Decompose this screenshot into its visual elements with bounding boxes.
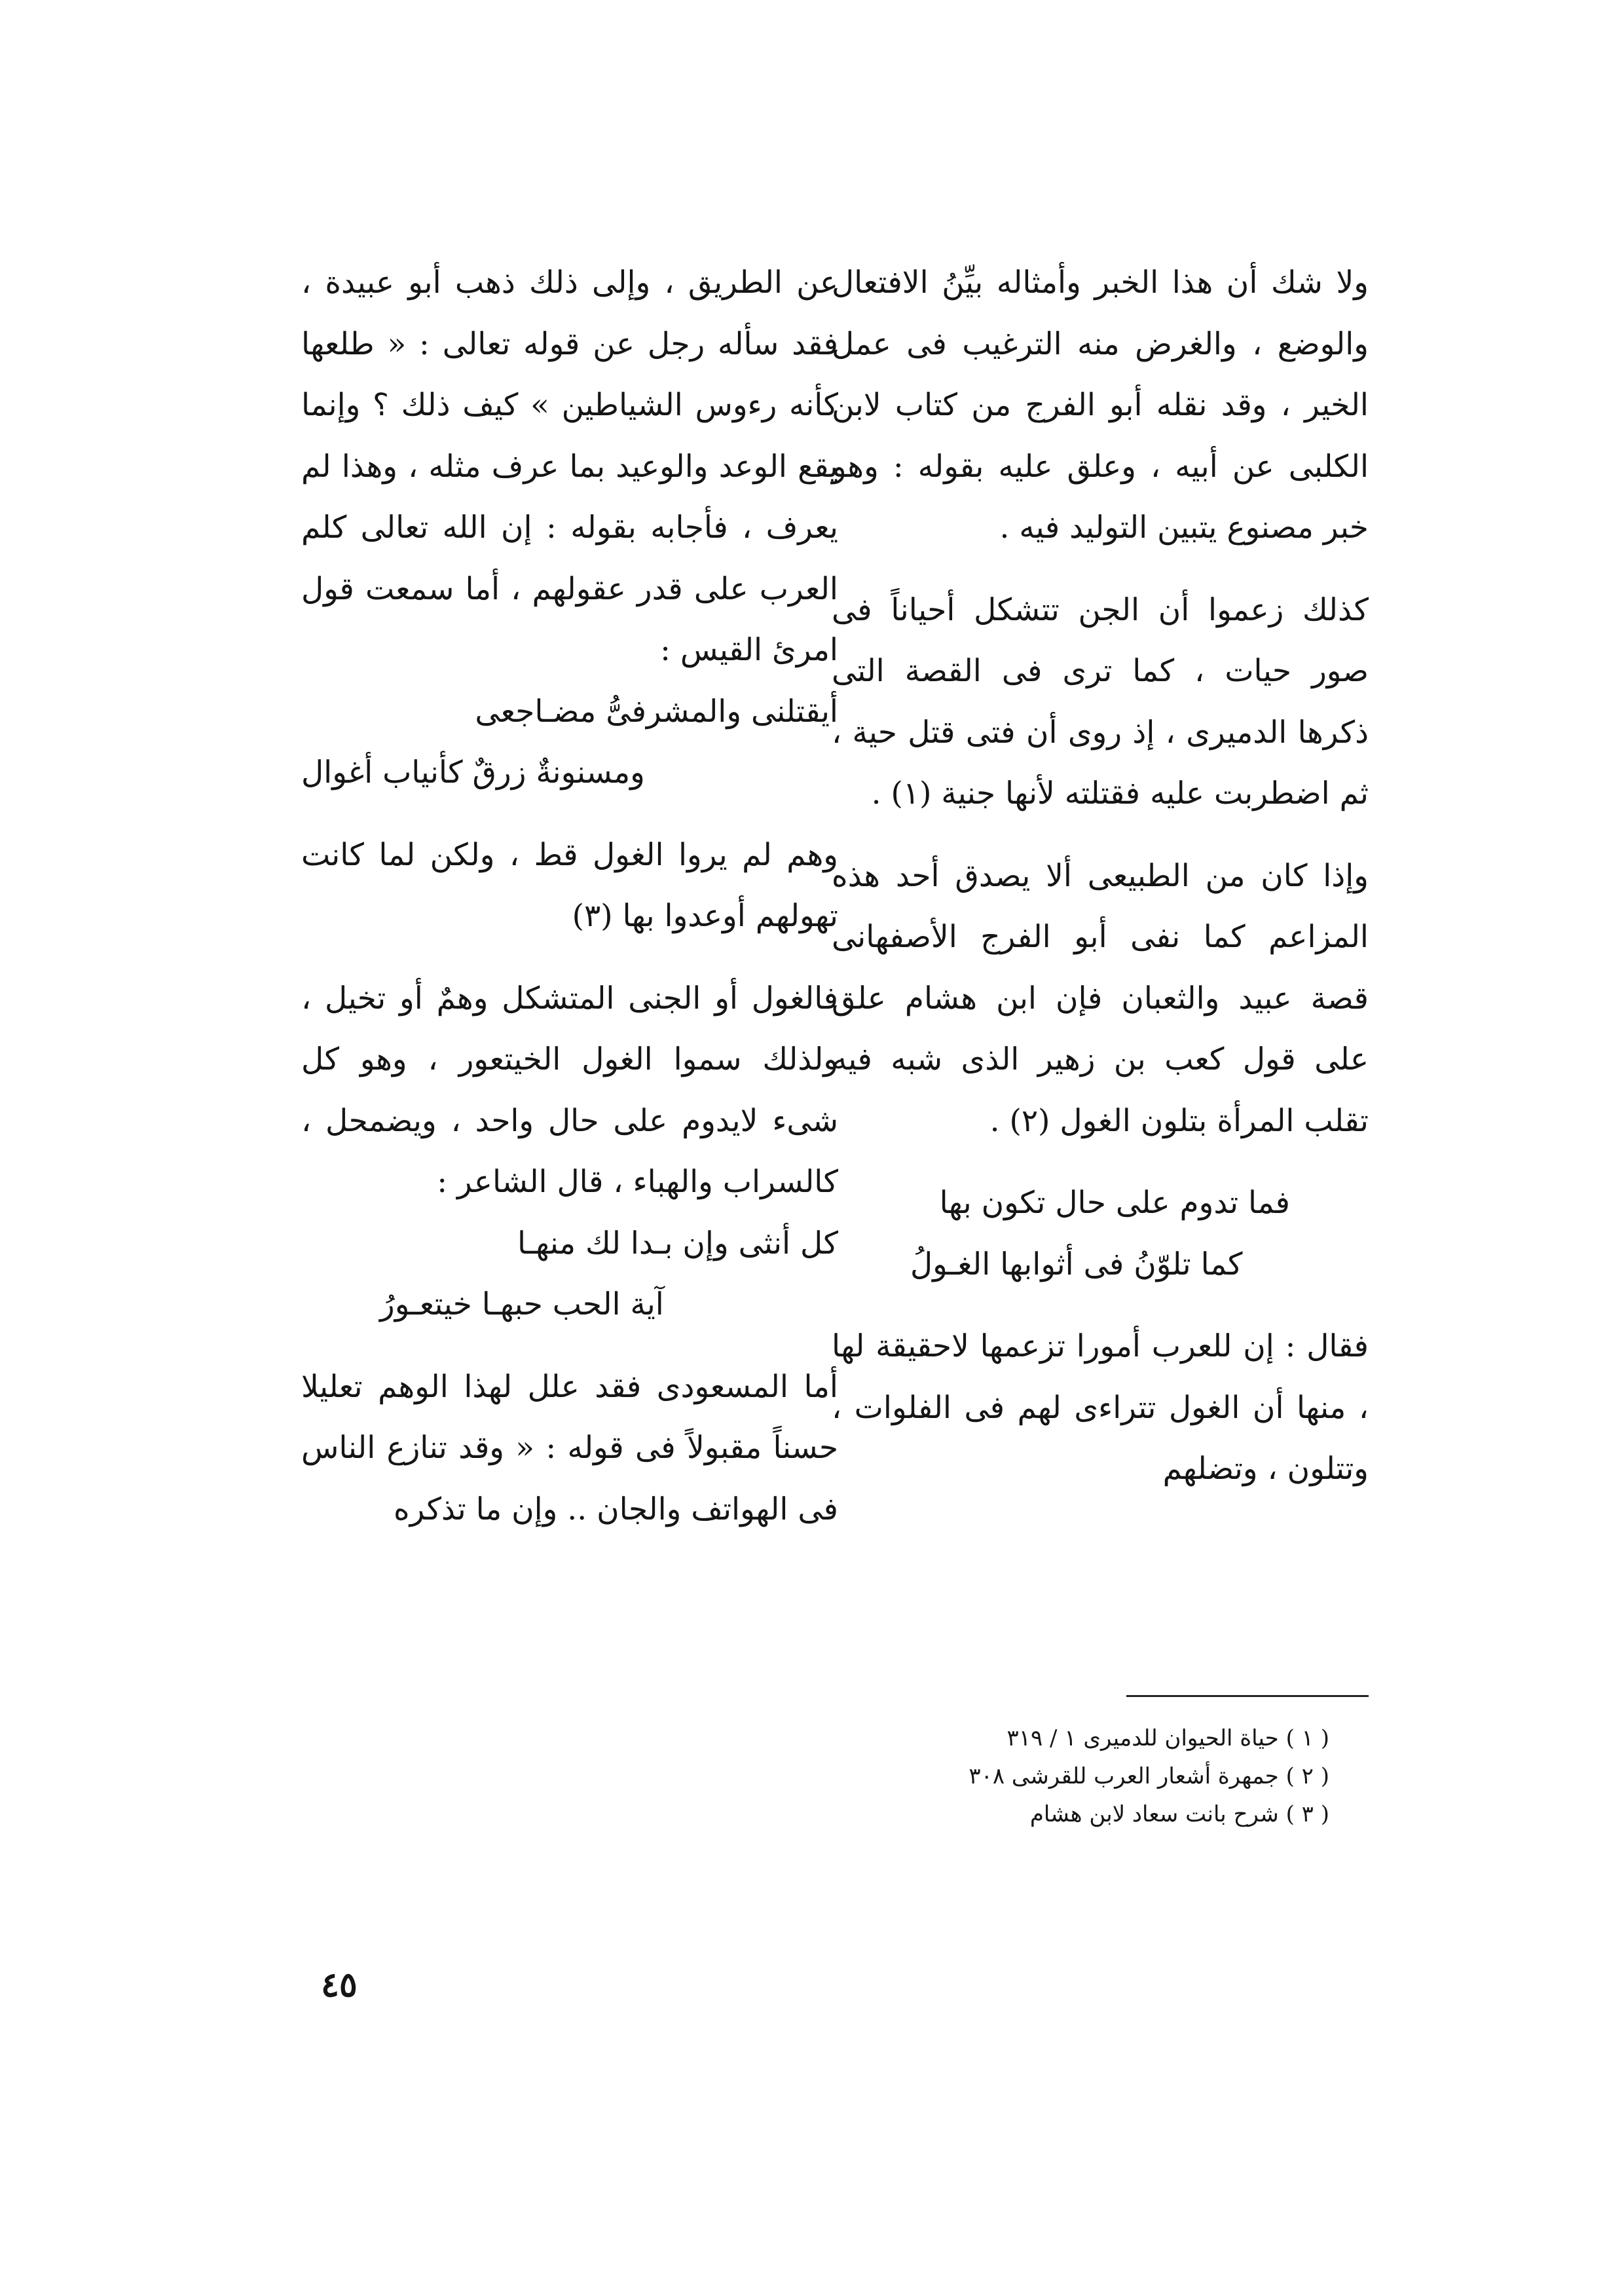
footnote-3: ( ٣ ) شرح بانت سعاد لابن هشام (1029, 1801, 1329, 1827)
left-column (301, 252, 838, 1540)
verse-line: ومسنونةٌ زرقٌ كأنياب أغوال (301, 755, 645, 791)
right-column (832, 252, 1369, 1500)
verse-line: آية الحب حبهـا خيتعـورُ (380, 1286, 664, 1322)
left-paragraph-1: عن الطريق ، وإلى ذلك ذهب أبو عبيدة ، فقد سأله رجل عن قوله تعالى : « طلعها كأنه رءوس الشياطين » كيف ذلك ؟ وإنما يقع الوعد والوعيد بما عرف مثله ، وهذا لم يعرف ، فأجابه بقوله : إن الله تعالى كلم العرب على قدر عقولهم ، أما سمعت قول امرئ القيس : (301, 265, 838, 668)
verse-kaab (832, 1172, 1369, 1295)
footnote-2: ( ٢ ) جمهرة أشعار العرب للقرشى ٣٠٨ (969, 1763, 1329, 1789)
right-paragraph-1: ولا شك أن هذا الخبر وأمثاله بيِّنُ الافتعال والوضع ، والغرض منه الترغيب فى عمل الخير ، وقد نقله أبو الفرج من كتاب لابن الكلبى عن أبيه ، وعلق عليه بقوله : وهو خبر مصنوع يتبين التوليد فيه . (832, 265, 1369, 546)
footnote-divider (1126, 1695, 1369, 1697)
verse-line: كل أنثى وإن بـدا لك منهـا (517, 1225, 838, 1261)
footnote-1: ( ١ ) حياة الحيوان للدميرى ١ / ٣١٩ (1006, 1725, 1329, 1751)
right-paragraph-3: وإذا كان من الطبيعى ألا يصدق أحد هذه المزاعم كما نفى أبو الفرج الأصفهانى قصة عبيد والثعبان فإن ابن هشام علق على قول كعب بن زهير الذى شبه فيه تقلب المرأة بتلون الغول (٢) . (832, 857, 1369, 1139)
left-paragraph-4: أما المسعودى فقد علل لهذا الوهم تعليلا حسناً مقبولاً فى قوله : « وقد تنازع الناس فى الهواتف والجان .. وإن ما تذكره (301, 1368, 838, 1527)
verse-line: أيقتلنى والمشرفىُّ مضـاجعى (475, 693, 838, 730)
footnotes (819, 1719, 1369, 1833)
page-number: ٤٥ (321, 1965, 358, 2005)
verse-imru-al-qays (301, 681, 838, 804)
left-paragraph-3: فالغول أو الجنى المتشكل وهمٌ أو تخيل ، ولذلك سموا الغول الخيتعور ، وهو كل شىء لايدوم على حال واحد ، ويضمحل ، كالسراب والهباء ، قال الشاعر : (301, 980, 838, 1200)
left-paragraph-2: وهم لم يروا الغول قط ، ولكن لما كانت تهولهم أوعدوا بها (٣) (301, 836, 838, 934)
right-paragraph-4: فقال : إن للعرب أمورا تزعمها لاحقيقة لها ، منها أن الغول تتراءى لهم فى الفلوات ، وتتلون ، وتضلهم (832, 1328, 1369, 1487)
verse-line: فما تدوم على حال تكون بها (939, 1185, 1290, 1221)
verse-khaytaur (301, 1213, 838, 1335)
verse-line: كما تلوّنُ فى أثوابها الغـولُ (910, 1246, 1243, 1282)
right-paragraph-2: كذلك زعموا أن الجن تتشكل أحياناً فى صور حيات ، كما ترى فى القصة التى ذكرها الدميرى ، إذ روى أن فتى قتل حية ، ثم اضطربت عليه فقتلته لأنها جنية (١) . (832, 591, 1369, 812)
